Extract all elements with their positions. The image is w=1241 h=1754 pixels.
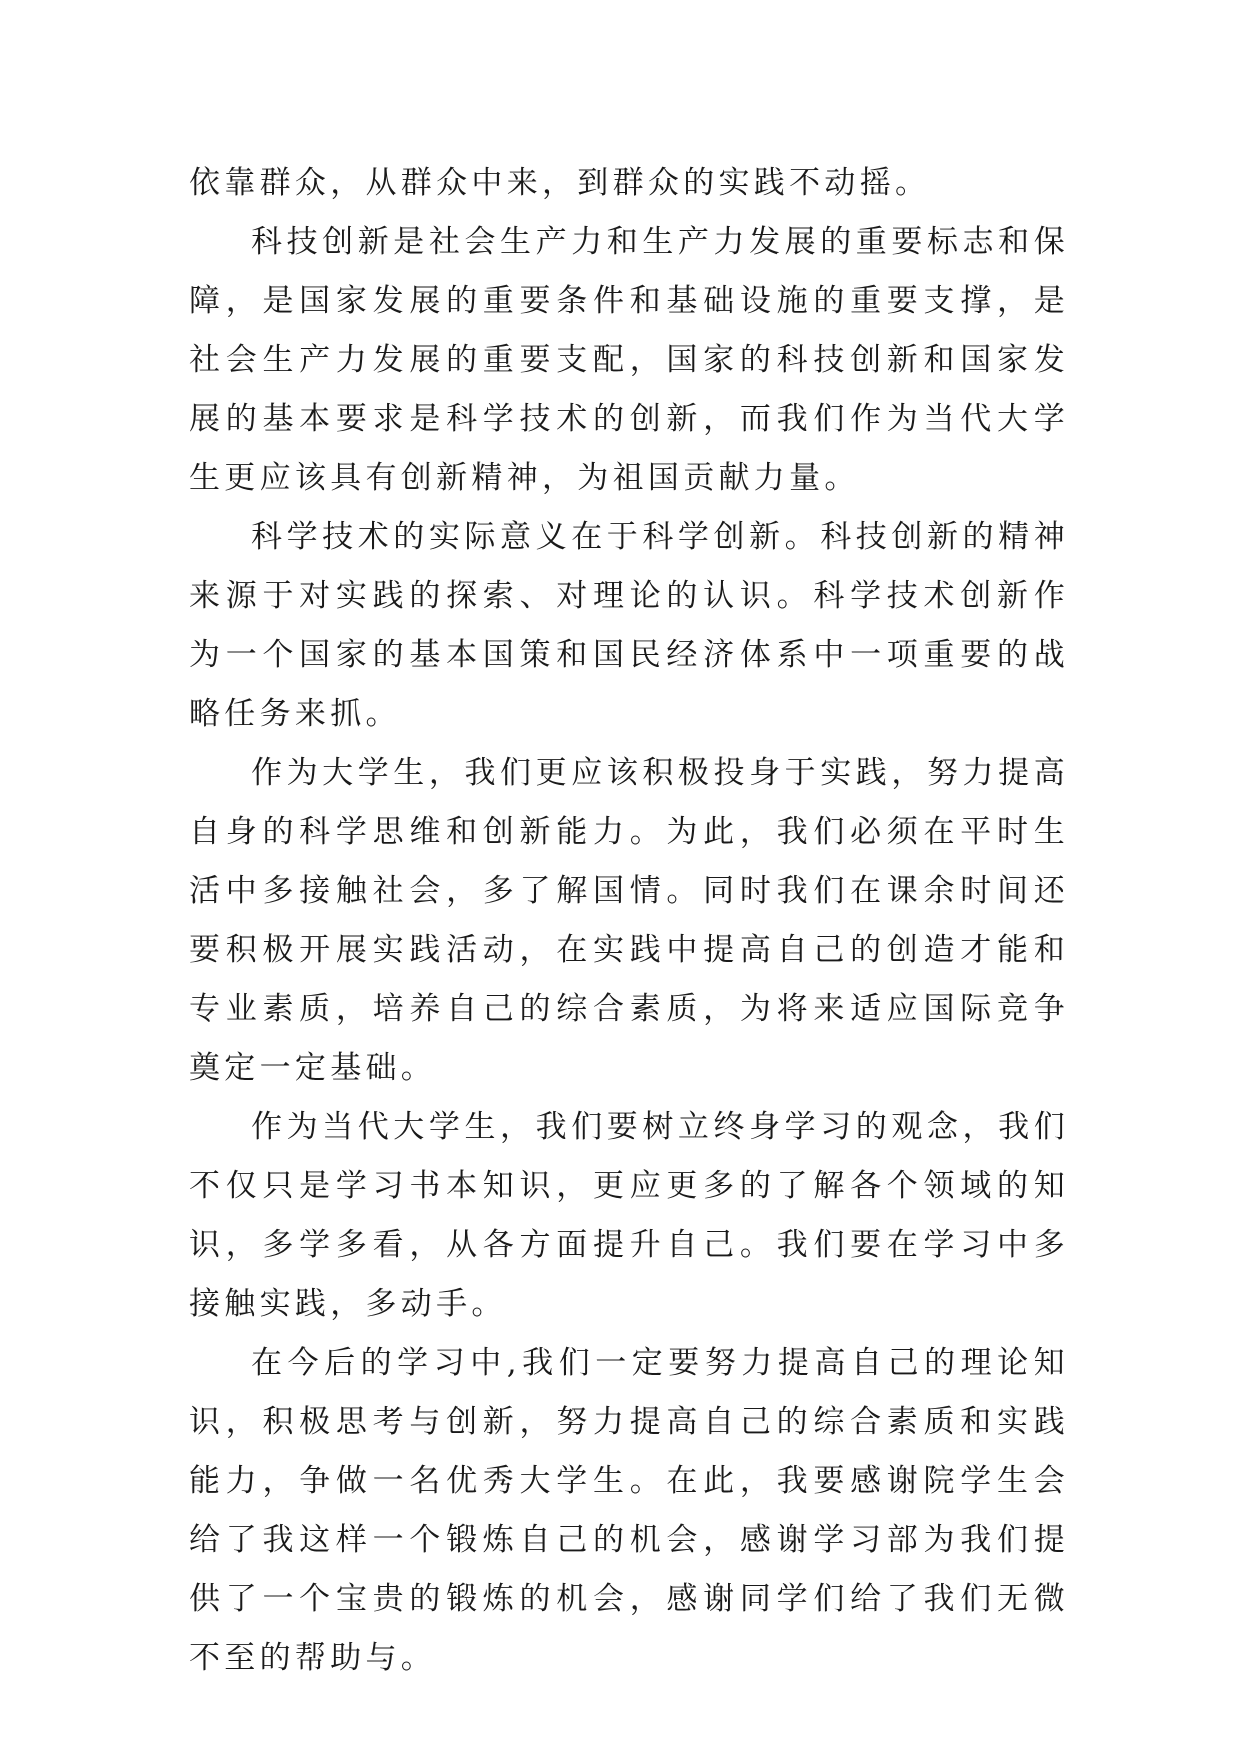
document-body [189, 154, 1069, 1688]
paragraph-4: 作为大学生，我们更应该积极投身于实践，努力提高自身的科学思维和创新能力。为此，我们必须在平时生活中多接触社会，多了解国情。同时我们在课余时间还要积极开展实践活动，在实践中提高自己的创造才能和专业素质，培养自己的综合素质，为将来适应国际竞争奠定一定基础。 [189, 755, 1069, 1086]
paragraph-2: 科技创新是社会生产力和生产力发展的重要标志和保障，是国家发展的重要条件和基础设施的重要支撑，是社会生产力发展的重要支配，国家的科技创新和国家发展的基本要求是科学技术的创新，而我们作为当代大学生更应该具有创新精神，为祖国贡献力量。 [189, 224, 1069, 496]
paragraph-1: 依靠群众，从群众中来，到群众的实践不动摇。 [189, 165, 931, 201]
paragraph-5: 作为当代大学生，我们要树立终身学习的观念，我们不仅只是学习书本知识，更应更多的了解各个领域的知识，多学多看，从各方面提升自己。我们要在学习中多接触实践，多动手。 [189, 1109, 1069, 1322]
paragraph-3: 科学技术的实际意义在于科学创新。科技创新的精神来源于对实践的探索、对理论的认识。科学技术创新作为一个国家的基本国策和国民经济体系中一项重要的战略任务来抓。 [189, 519, 1069, 732]
paragraph-6: 在今后的学习中,我们一定要努力提高自己的理论知识，积极思考与创新，努力提高自己的综合素质和实践能力，争做一名优秀大学生。在此，我要感谢院学生会给了我这样一个锻炼自己的机会，感谢学习部为我们提供了一个宝贵的锻炼的机会，感谢同学们给了我们无微不至的帮助与。 [189, 1345, 1069, 1676]
